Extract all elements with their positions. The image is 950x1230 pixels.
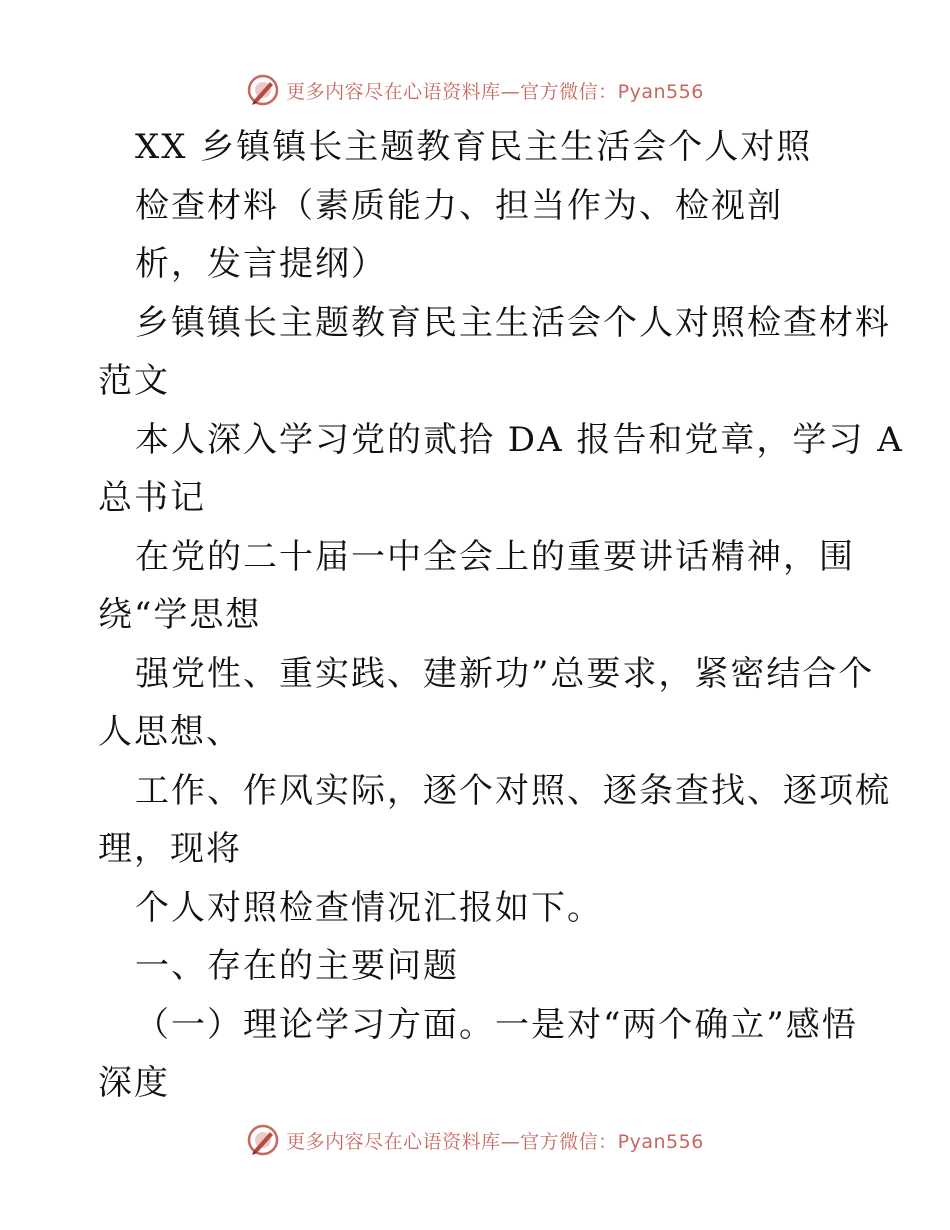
paragraph-line: 绕“学思想 <box>98 595 262 635</box>
header-watermark <box>0 70 950 110</box>
section-heading: 一、存在的主要问题 <box>135 946 459 986</box>
title-line-2: 检查材料（素质能力、担当作为、检视剖 <box>135 185 783 226</box>
subtitle-line-2: 范文 <box>98 361 170 401</box>
pen-logo-icon <box>246 1123 280 1157</box>
watermark-text: 更多内容尽在心语资料库—官方微信：Pyan556 <box>286 1130 704 1153</box>
paragraph-line: （一）理论学习方面。一是对“两个确立”感悟 <box>135 1004 858 1045</box>
paragraph-line: 总书记 <box>98 478 206 518</box>
subtitle-line-1: 乡镇镇长主题教育民主生活会个人对照检查材料 <box>135 302 891 343</box>
paragraph-line: 强党性、重实践、建新功”总要求，紧密结合个 <box>135 653 875 694</box>
paragraph-line: 人思想、 <box>98 712 242 752</box>
paragraph-line: 深度 <box>98 1063 170 1103</box>
title-line-1: XX 乡镇镇长主题教育民主生活会个人对照 <box>135 127 813 167</box>
paragraph-line: 本人深入学习党的贰拾 DA 报告和党章，学习 A <box>135 419 904 460</box>
paragraph-line: 理，现将 <box>98 829 242 869</box>
pen-logo-icon <box>246 73 280 107</box>
document-body <box>98 118 904 1113</box>
paragraph-line: 个人对照检查情况汇报如下。 <box>135 887 603 928</box>
title-line-3: 析，发言提纲） <box>135 244 387 284</box>
watermark-text: 更多内容尽在心语资料库—官方微信：Pyan556 <box>286 80 704 103</box>
paragraph-line: 在党的二十届一中全会上的重要讲话精神，围 <box>135 536 855 577</box>
paragraph-line: 工作、作风实际，逐个对照、逐条查找、逐项梳 <box>135 770 891 811</box>
footer-watermark <box>0 1120 950 1160</box>
